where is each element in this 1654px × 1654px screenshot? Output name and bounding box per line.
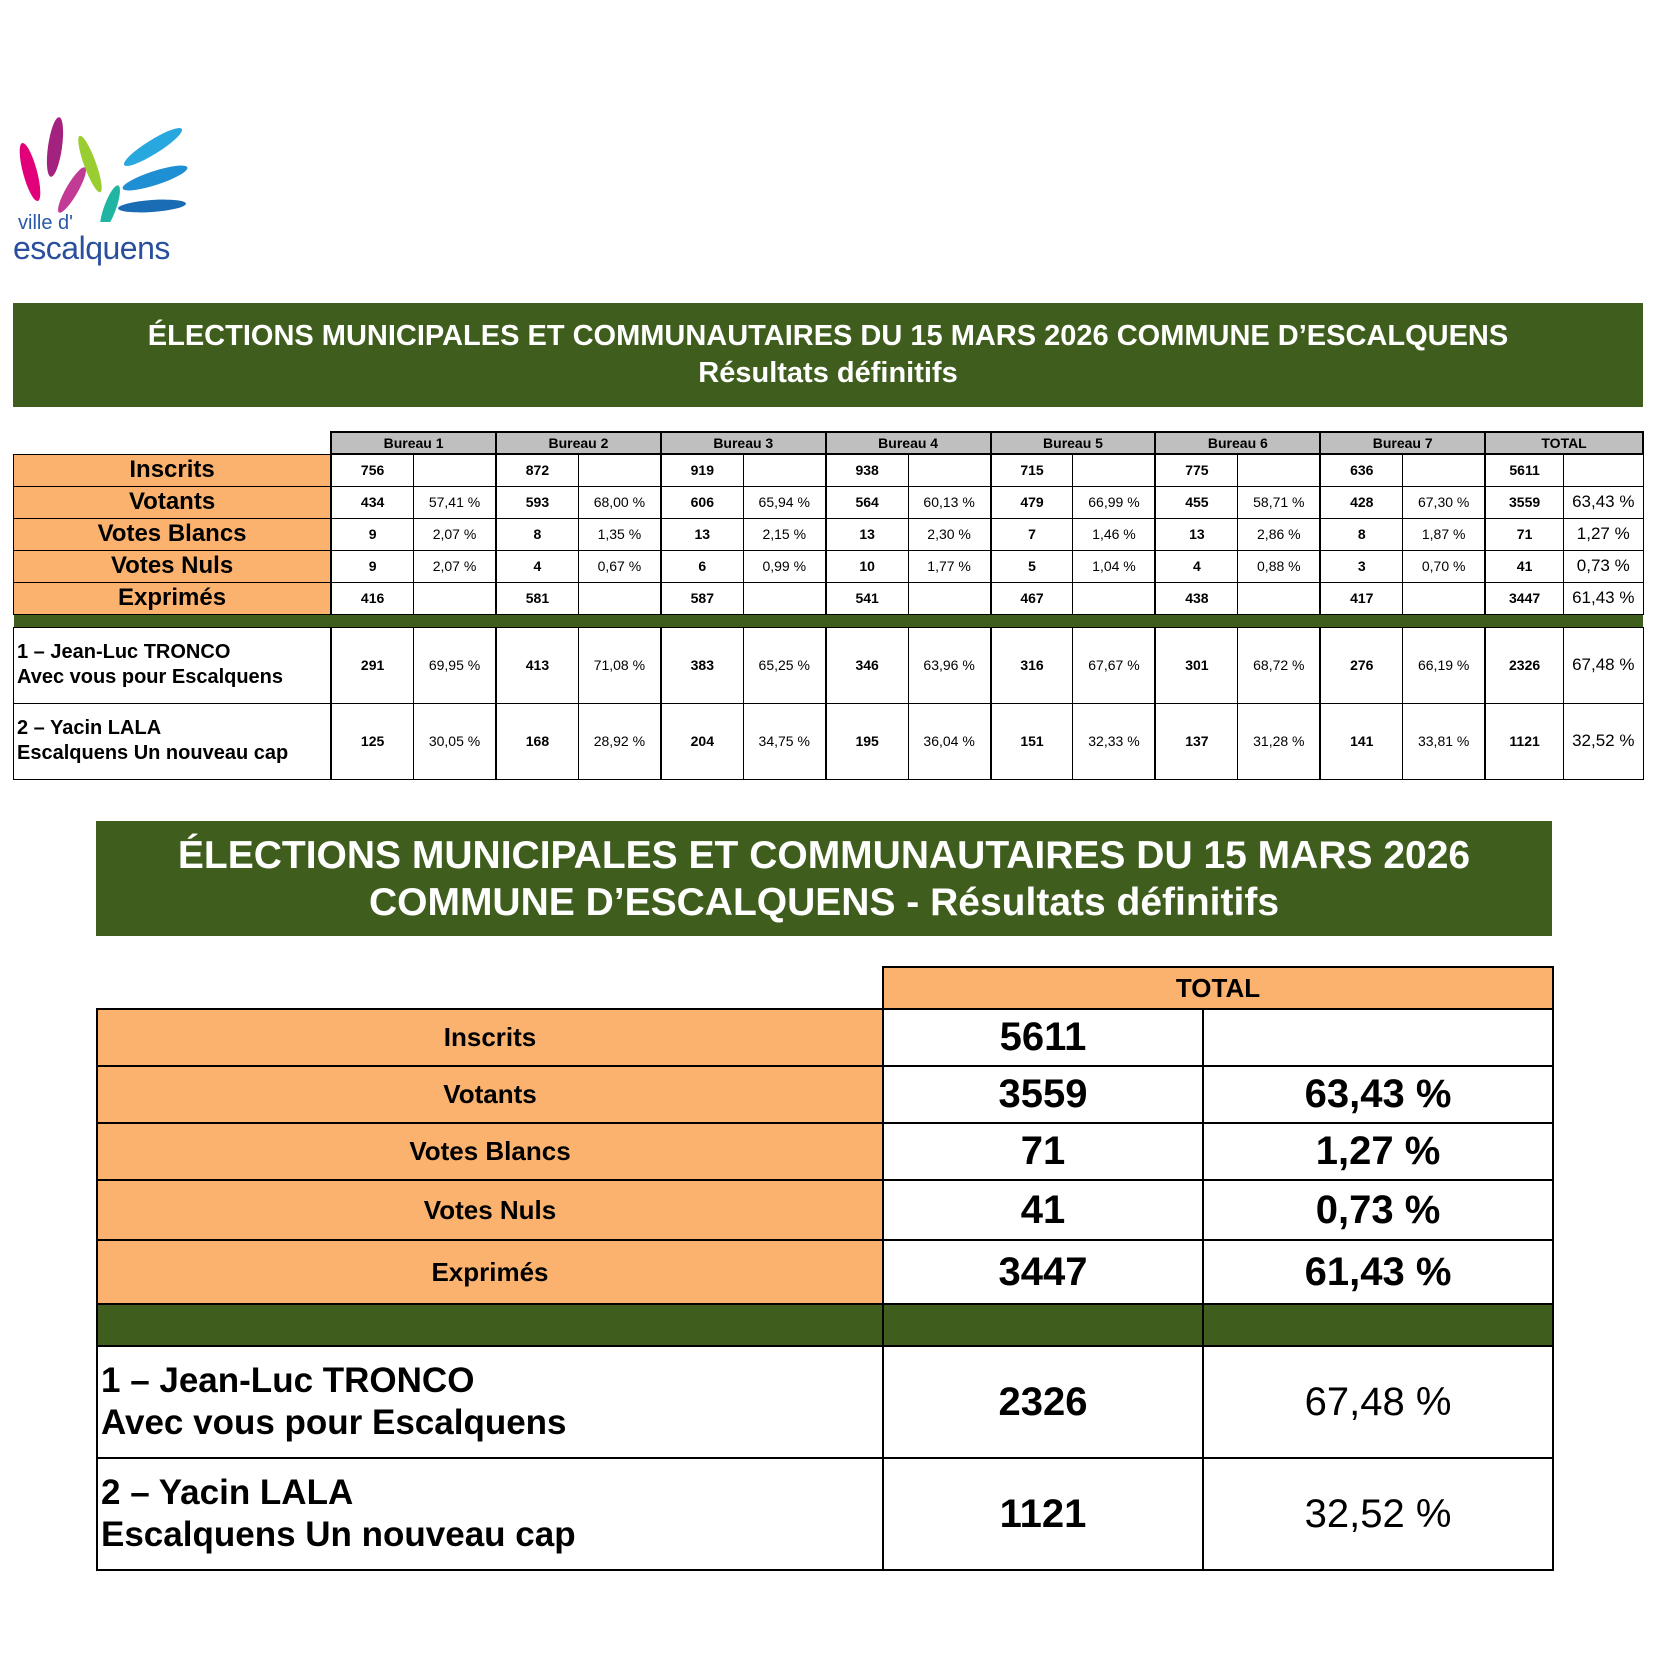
total-count: 3447 [883,1240,1203,1304]
candidate-name: 2 – Yacin LALA [17,717,162,739]
separator-row [14,614,1644,627]
stat-label: Inscrits [97,1009,883,1066]
separator-bar [14,614,1644,627]
percent-cell: 65,94 % [743,486,825,518]
percent-cell [1073,582,1155,614]
banner-title: ÉLECTIONS MUNICIPALES ET COMMUNAUTAIRES DU 15 MARS 2026 COMMUNE D’ESCALQUENS [147,320,1509,352]
count-cell: 151 [991,703,1073,779]
percent-cell: 66,99 % [1073,486,1155,518]
count-cell: 13 [826,518,908,550]
candidate-name-cell [97,1458,883,1570]
bureau-header: Bureau 1 [331,432,496,454]
stat-label: Votes Nuls [97,1180,883,1240]
percent-cell: 1,77 % [908,550,990,582]
percent-cell [908,454,990,486]
percent-cell: 67,67 % [1073,627,1155,703]
bureau-header: Bureau 5 [991,432,1156,454]
percent-cell: 31,28 % [1238,703,1320,779]
percent-cell [1403,454,1485,486]
candidate-name: 1 – Jean-Luc TRONCO [17,641,231,663]
percent-cell: 34,75 % [743,703,825,779]
separator-bar [1203,1304,1553,1346]
stat-label: Votants [97,1066,883,1123]
count-cell: 775 [1155,454,1237,486]
count-cell: 479 [991,486,1073,518]
percent-cell: 0,70 % [1403,550,1485,582]
candidate-total-percent: 32,52 % [1203,1458,1553,1570]
total-stat-row [97,1123,1553,1180]
percent-cell: 2,15 % [743,518,825,550]
city-logo [10,112,190,272]
percent-cell: 32,52 % [1564,703,1643,779]
percent-cell: 1,87 % [1403,518,1485,550]
total-candidate-row [97,1346,1553,1458]
count-cell: 413 [496,627,578,703]
count-cell: 195 [826,703,908,779]
candidate-total-votes: 2326 [883,1346,1203,1458]
percent-cell: 2,30 % [908,518,990,550]
percent-cell [1238,454,1320,486]
count-cell: 438 [1155,582,1237,614]
count-cell: 5 [991,550,1073,582]
percent-cell [1238,582,1320,614]
count-cell: 4 [1155,550,1237,582]
total-stat-row [97,1009,1553,1066]
header-blank-cell [97,967,883,1009]
candidate-row [14,627,1644,703]
bureau-header: Bureau 6 [1155,432,1320,454]
stat-row [14,550,1644,582]
candidate-row [14,703,1644,779]
stat-label: Votes Blancs [97,1123,883,1180]
percent-cell: 0,99 % [743,550,825,582]
bureau-header: Bureau 7 [1320,432,1485,454]
count-cell: 593 [496,486,578,518]
separator-bar [883,1304,1203,1346]
count-cell: 4 [496,550,578,582]
count-cell: 71 [1485,518,1563,550]
stat-label: Votes Nuls [14,550,332,582]
count-cell: 606 [661,486,743,518]
percent-cell: 58,71 % [1238,486,1320,518]
count-cell: 141 [1320,703,1402,779]
separator-row [97,1304,1553,1346]
count-cell: 9 [331,550,413,582]
bureau-header: Bureau 3 [661,432,826,454]
candidate-total-votes: 1121 [883,1458,1203,1570]
percent-cell [908,582,990,614]
logo-petals-icon [10,112,190,222]
percent-cell [743,582,825,614]
total-candidate-row [97,1458,1553,1570]
bureau-results-table [13,431,1644,780]
banner-subtitle: COMMUNE D’ESCALQUENS - Résultats définitifs [368,881,1280,924]
count-cell: 564 [826,486,908,518]
candidate-name: 1 – Jean-Luc TRONCO [101,1361,475,1400]
banner-title: ÉLECTIONS MUNICIPALES ET COMMUNAUTAIRES DU 15 MARS 2026 [177,834,1471,877]
percent-cell: 32,33 % [1073,703,1155,779]
count-cell: 1121 [1485,703,1563,779]
percent-cell: 61,43 % [1564,582,1643,614]
percent-cell: 2,86 % [1238,518,1320,550]
total-header: TOTAL [883,967,1553,1009]
percent-cell: 68,72 % [1238,627,1320,703]
percent-cell [578,454,660,486]
logo-text-ville: ville d' [18,212,73,234]
count-cell: 204 [661,703,743,779]
count-cell: 3447 [1485,582,1563,614]
results-banner-bottom [96,821,1552,936]
count-cell: 416 [331,582,413,614]
percent-cell: 0,67 % [578,550,660,582]
count-cell: 455 [1155,486,1237,518]
total-percent: 61,43 % [1203,1240,1553,1304]
percent-cell: 66,19 % [1403,627,1485,703]
count-cell: 541 [826,582,908,614]
stat-row [14,518,1644,550]
count-cell: 13 [661,518,743,550]
count-cell: 434 [331,486,413,518]
logo-text-escalquens: escalquens [13,230,170,266]
percent-cell: 1,27 % [1564,518,1643,550]
percent-cell: 63,43 % [1564,486,1643,518]
bureau-header: Bureau 4 [826,432,991,454]
stat-label: Votes Blancs [14,518,332,550]
percent-cell: 2,07 % [414,550,496,582]
total-percent: 1,27 % [1203,1123,1553,1180]
count-cell: 919 [661,454,743,486]
count-cell: 13 [1155,518,1237,550]
count-cell: 6 [661,550,743,582]
candidate-total-percent: 67,48 % [1203,1346,1553,1458]
banner-subtitle: Résultats définitifs [698,357,958,389]
percent-cell: 57,41 % [414,486,496,518]
count-cell: 715 [991,454,1073,486]
count-cell: 417 [1320,582,1402,614]
stat-label: Votants [14,486,332,518]
percent-cell: 1,35 % [578,518,660,550]
separator-bar [97,1304,883,1346]
total-count: 41 [883,1180,1203,1240]
total-count: 71 [883,1123,1203,1180]
count-cell: 8 [1320,518,1402,550]
percent-cell: 60,13 % [908,486,990,518]
count-cell: 301 [1155,627,1237,703]
count-cell: 10 [826,550,908,582]
count-cell: 168 [496,703,578,779]
percent-cell: 28,92 % [578,703,660,779]
count-cell: 428 [1320,486,1402,518]
total-percent [1203,1009,1553,1066]
total-header: TOTAL [1485,432,1643,454]
percent-cell: 1,46 % [1073,518,1155,550]
total-stat-row [97,1066,1553,1123]
stat-row [14,454,1644,486]
candidate-list: Escalquens Un nouveau cap [17,742,289,764]
count-cell: 938 [826,454,908,486]
total-results-table [96,966,1554,1571]
count-cell: 276 [1320,627,1402,703]
percent-cell [578,582,660,614]
count-cell: 316 [991,627,1073,703]
stat-label: Inscrits [14,454,332,486]
percent-cell: 2,07 % [414,518,496,550]
percent-cell [414,454,496,486]
stat-label: Exprimés [14,582,332,614]
total-stat-row [97,1180,1553,1240]
count-cell: 5611 [1485,454,1563,486]
candidate-name-cell [14,703,332,779]
total-count: 3559 [883,1066,1203,1123]
count-cell: 9 [331,518,413,550]
percent-cell: 69,95 % [414,627,496,703]
percent-cell: 71,08 % [578,627,660,703]
percent-cell: 30,05 % [414,703,496,779]
percent-cell: 65,25 % [743,627,825,703]
percent-cell [743,454,825,486]
percent-cell: 1,04 % [1073,550,1155,582]
count-cell: 2326 [1485,627,1563,703]
bureau-header: Bureau 2 [496,432,661,454]
percent-cell [414,582,496,614]
total-stat-row [97,1240,1553,1304]
percent-cell: 36,04 % [908,703,990,779]
count-cell: 636 [1320,454,1402,486]
candidate-list: Avec vous pour Escalquens [17,666,284,688]
count-cell: 3 [1320,550,1402,582]
count-cell: 581 [496,582,578,614]
percent-cell [1073,454,1155,486]
stat-row [14,486,1644,518]
total-header-row [97,967,1553,1009]
candidate-list: Escalquens Un nouveau cap [101,1515,576,1554]
percent-cell: 33,81 % [1403,703,1485,779]
count-cell: 383 [661,627,743,703]
header-blank-cell [14,432,332,454]
stat-row [14,582,1644,614]
percent-cell [1564,454,1643,486]
percent-cell: 68,00 % [578,486,660,518]
count-cell: 756 [331,454,413,486]
bureau-header-row [14,432,1644,454]
count-cell: 587 [661,582,743,614]
candidate-name-cell [14,627,332,703]
count-cell: 291 [331,627,413,703]
candidate-list: Avec vous pour Escalquens [101,1403,567,1442]
candidate-name: 2 – Yacin LALA [101,1473,354,1512]
stat-label: Exprimés [97,1240,883,1304]
total-percent: 0,73 % [1203,1180,1553,1240]
total-percent: 63,43 % [1203,1066,1553,1123]
percent-cell: 67,30 % [1403,486,1485,518]
count-cell: 872 [496,454,578,486]
count-cell: 3559 [1485,486,1563,518]
percent-cell [1403,582,1485,614]
count-cell: 346 [826,627,908,703]
count-cell: 41 [1485,550,1563,582]
count-cell: 467 [991,582,1073,614]
results-banner-top [13,303,1643,407]
count-cell: 7 [991,518,1073,550]
candidate-name-cell [97,1346,883,1458]
count-cell: 137 [1155,703,1237,779]
percent-cell: 0,73 % [1564,550,1643,582]
percent-cell: 63,96 % [908,627,990,703]
percent-cell: 0,88 % [1238,550,1320,582]
total-count: 5611 [883,1009,1203,1066]
count-cell: 8 [496,518,578,550]
count-cell: 125 [331,703,413,779]
percent-cell: 67,48 % [1564,627,1643,703]
